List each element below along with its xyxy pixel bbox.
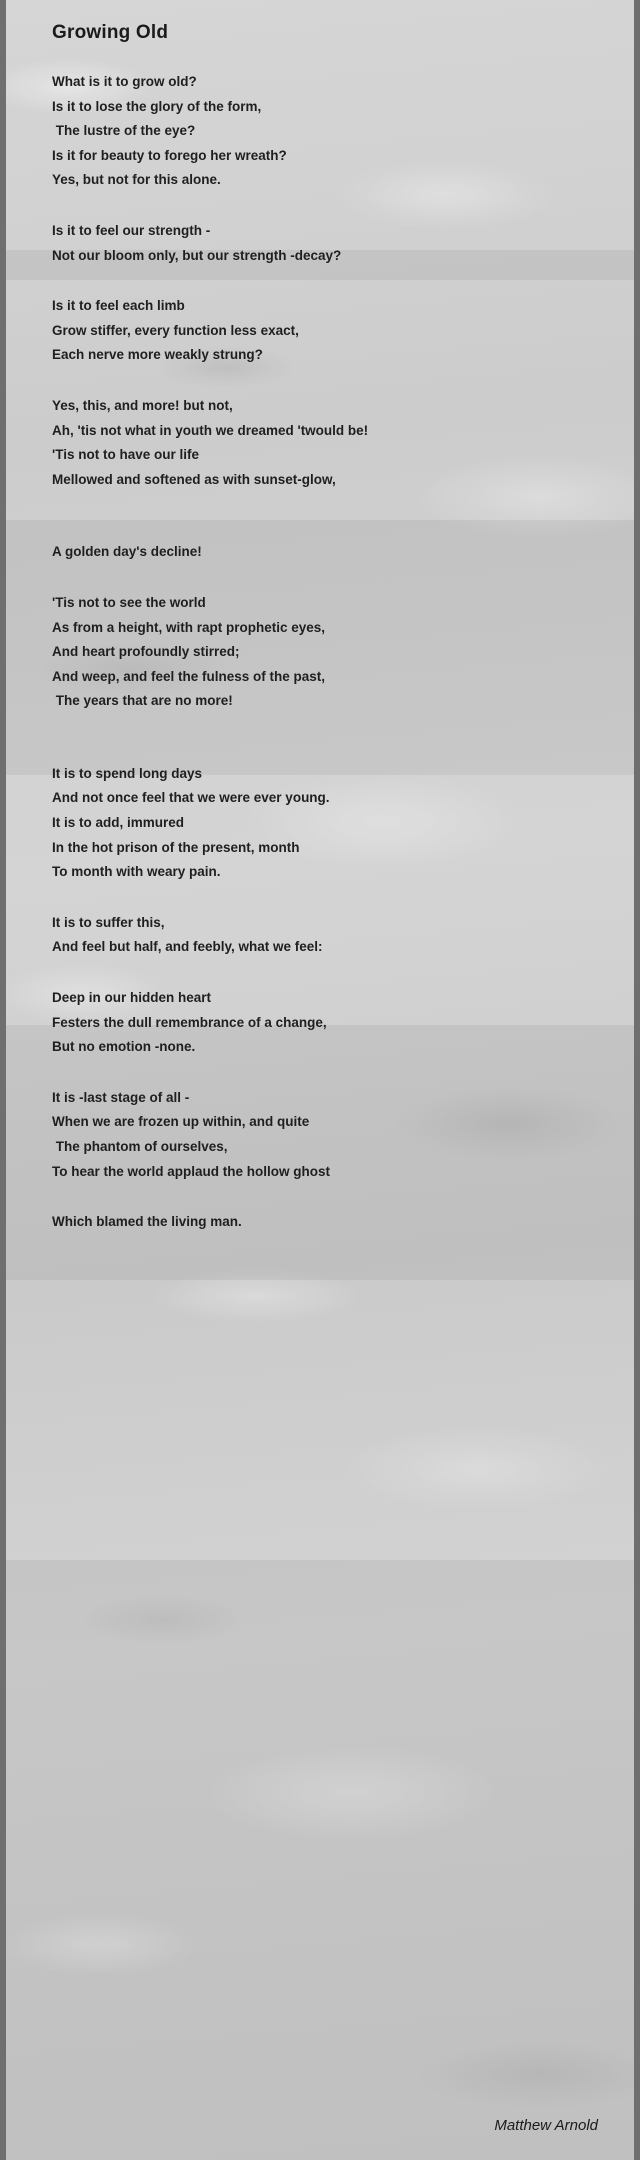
- poem-line: Yes, but not for this alone.: [52, 172, 221, 188]
- poem-stanza: [52, 394, 634, 492]
- poem-line: And not once feel that we were ever young.: [52, 790, 330, 806]
- poem-line: Festers the dull remembrance of a change,: [52, 1014, 327, 1030]
- poem-line: Each nerve more weakly strung?: [52, 347, 263, 363]
- poem-line: It is -last stage of all -: [52, 1089, 190, 1105]
- poem-line: 'Tis not to see the world: [52, 594, 206, 610]
- poem-stanza: [52, 540, 634, 565]
- poem-content: [6, 0, 634, 1235]
- poem-stanza: [52, 70, 634, 193]
- poem-line: What is it to grow old?: [52, 74, 197, 89]
- poem-line: The years that are no more!: [52, 693, 233, 709]
- poem-stanza: [52, 762, 634, 885]
- poem-stanza: [52, 1086, 634, 1184]
- poem-line: The lustre of the eye?: [52, 123, 196, 139]
- poem-line: As from a height, with rapt prophetic eyes,: [52, 619, 326, 635]
- poem-line: 'Tis not to have our life: [52, 447, 199, 463]
- poem-line: Mellowed and softened as with sunset-glow,: [52, 471, 336, 487]
- poem-line: Grow stiffer, every function less exact,: [52, 322, 299, 338]
- poem-stanza: [52, 219, 634, 268]
- poem-line: And feel but half, and feebly, what we feel:: [52, 939, 323, 955]
- poem-line: Is it for beauty to forego her wreath?: [52, 147, 287, 163]
- poem-line: Ah, 'tis not what in youth we dreamed 'twould be!: [52, 422, 369, 438]
- poem-line: It is to spend long days: [52, 765, 203, 781]
- poem-stanza: [52, 591, 634, 714]
- poem-line: Which blamed the living man.: [52, 1214, 242, 1230]
- poem-line: To month with weary pain.: [52, 864, 221, 880]
- poem-stanza: [52, 1210, 634, 1235]
- poem-line: Yes, this, and more! but not,: [52, 397, 233, 413]
- poem-line: But no emotion -none.: [52, 1039, 196, 1055]
- poem-line: A golden day's decline!: [52, 544, 202, 560]
- poem-line: It is to add, immured: [52, 815, 185, 831]
- poem-author: Matthew Arnold: [494, 2117, 598, 2134]
- texture-band: [6, 1280, 634, 1560]
- poem-line: Is it to feel each limb: [52, 298, 185, 314]
- poem-body: [6, 70, 634, 1235]
- poem-line: Is it to feel our strength -: [52, 222, 211, 238]
- poem-line: When we are frozen up within, and quite: [52, 1114, 310, 1130]
- poem-line: It is to suffer this,: [52, 914, 165, 930]
- poem-stanza: [52, 911, 634, 960]
- poem-stanza: [52, 986, 634, 1060]
- poem-line: Deep in our hidden heart: [52, 990, 212, 1006]
- poem-line: And weep, and feel the fulness of the past,: [52, 668, 326, 684]
- poem-line: Not our bloom only, but our strength -decay?: [52, 247, 342, 263]
- texture-band: [6, 1560, 634, 2160]
- page-title: Growing Old: [52, 22, 169, 43]
- poem-line: To hear the world applaud the hollow ghost: [52, 1163, 330, 1179]
- poem-stanza: [52, 294, 634, 368]
- poem-line: The phantom of ourselves,: [52, 1139, 228, 1154]
- poem-line: In the hot prison of the present, month: [52, 839, 300, 855]
- poem-line: Is it to lose the glory of the form,: [52, 98, 262, 114]
- poem-line: And heart profoundly stirred;: [52, 644, 240, 660]
